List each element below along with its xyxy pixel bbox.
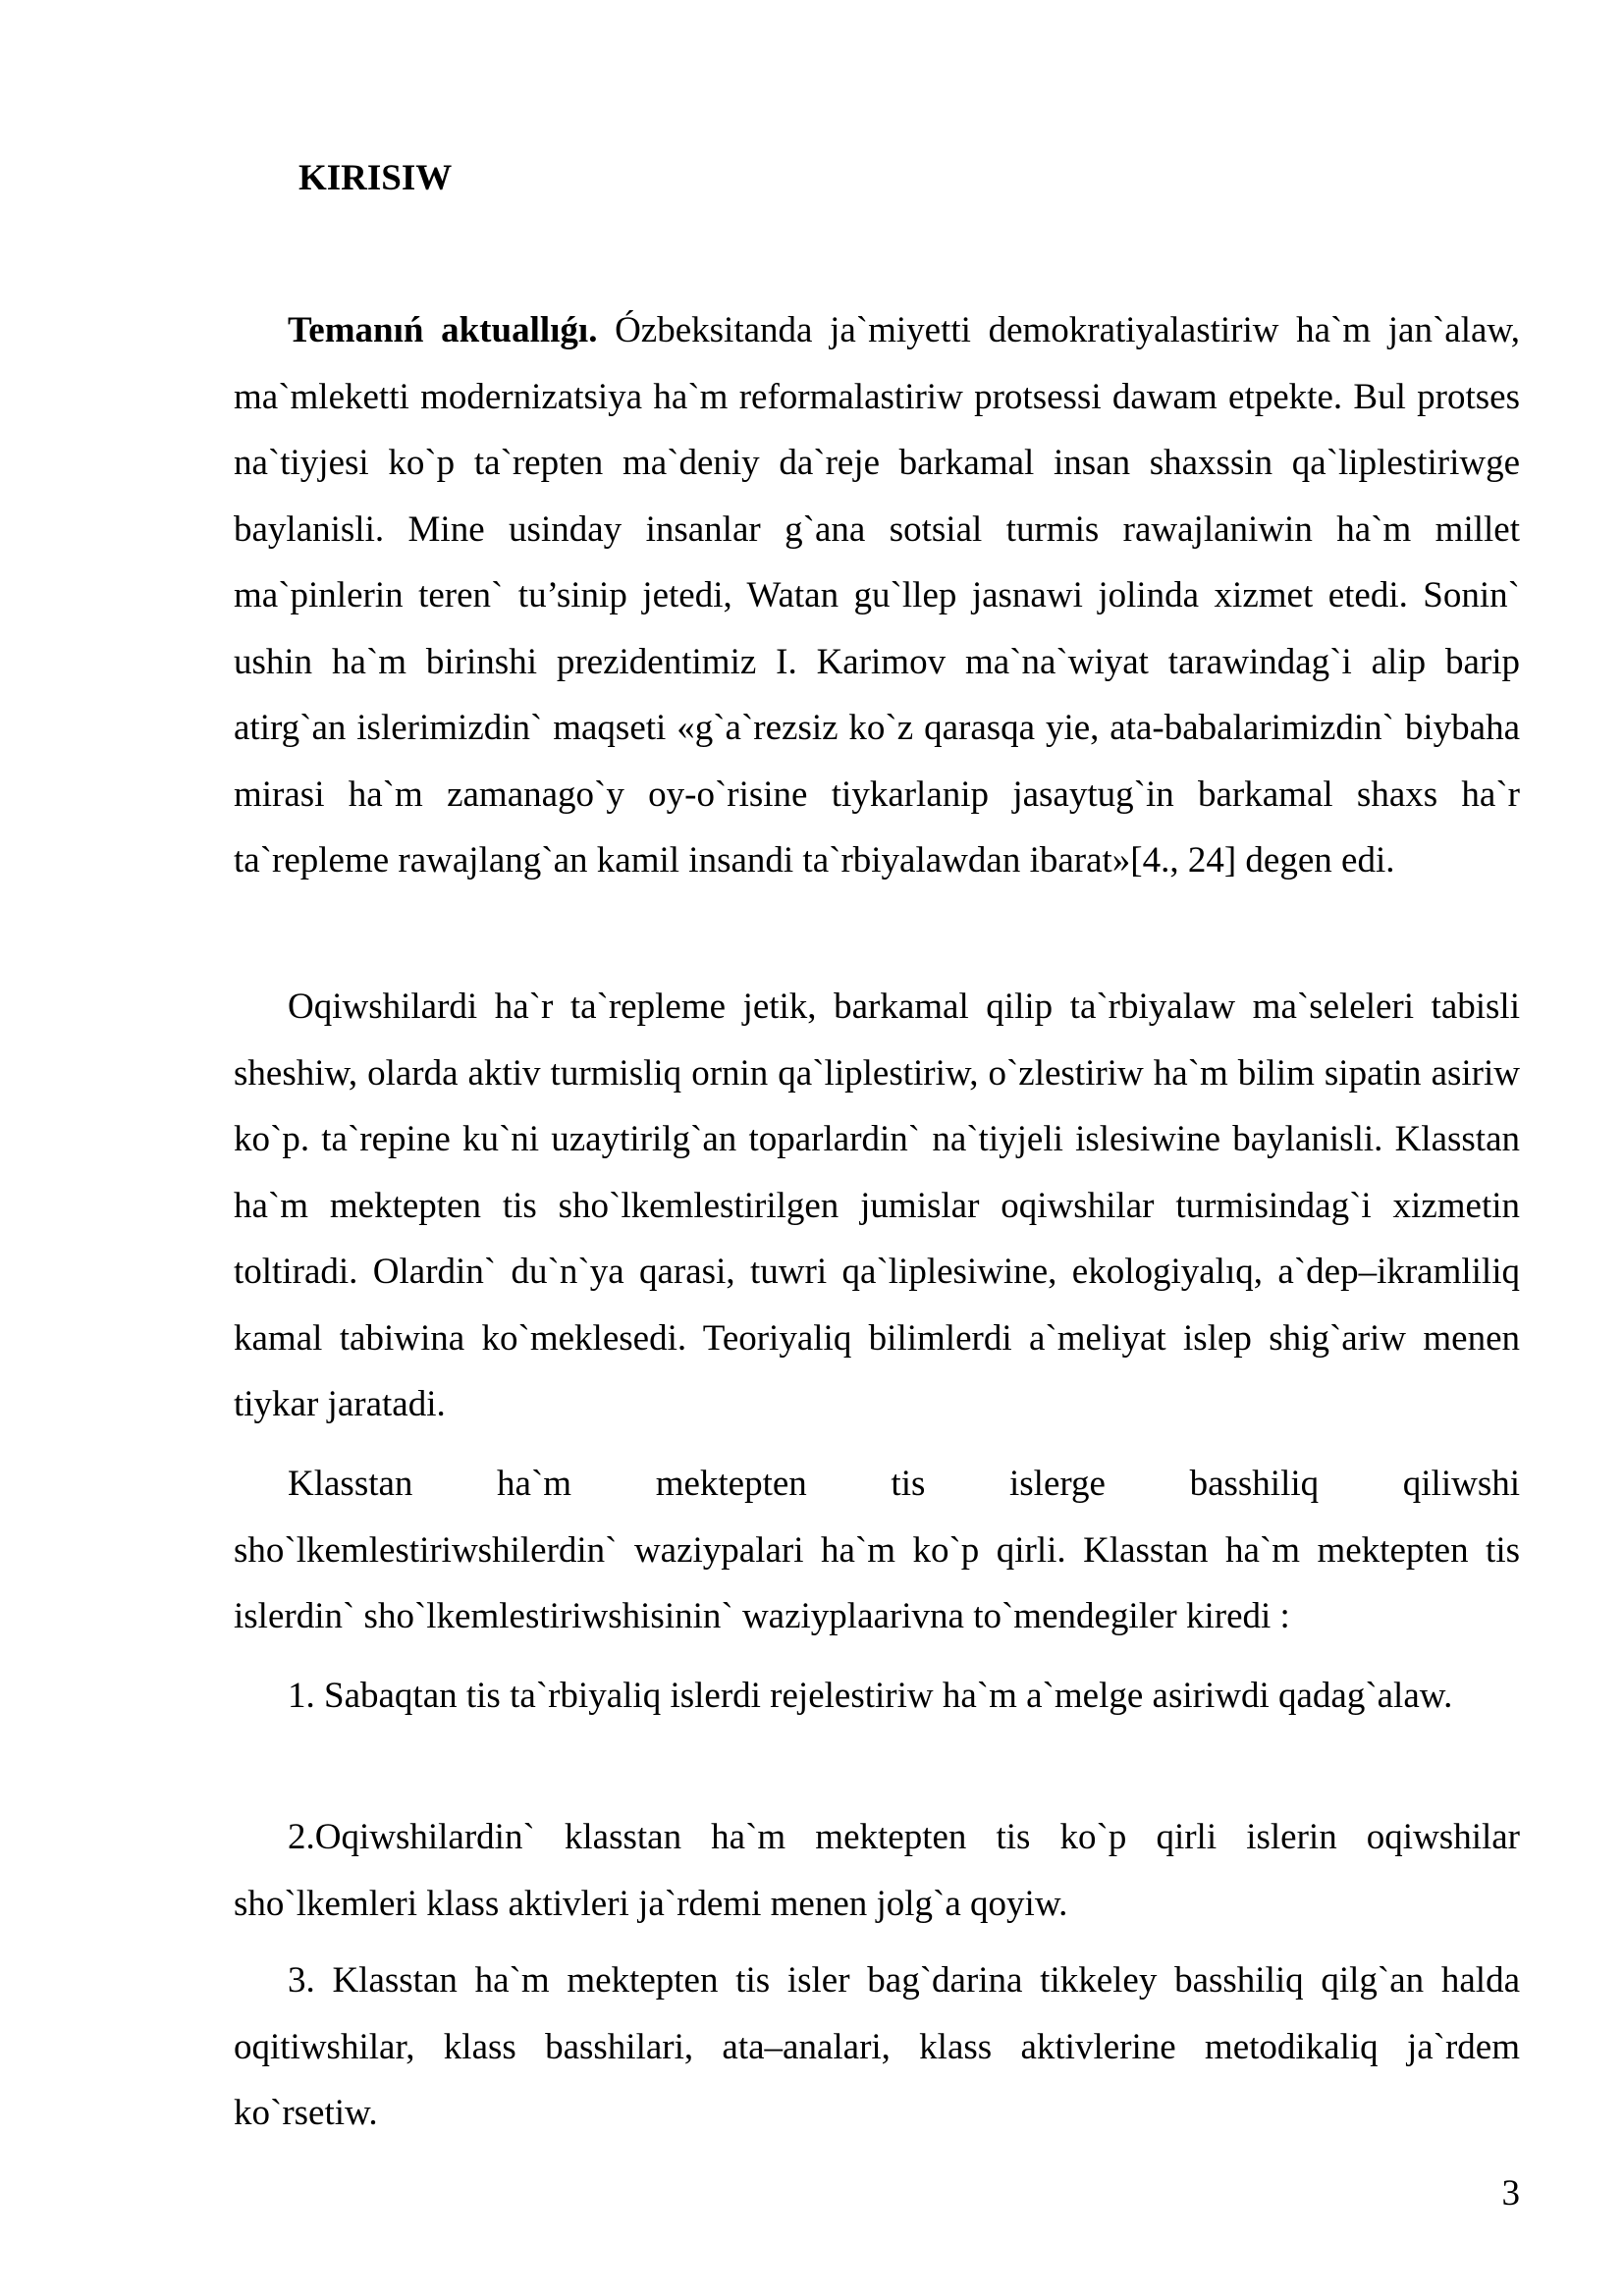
paragraph-organizer-duties [234, 1451, 1520, 1650]
page-number: 3 [1501, 2173, 1520, 2214]
paragraph-text [234, 297, 1520, 894]
paragraph-students-upbringing [234, 974, 1520, 1438]
paragraph-body: Ózbeksitanda ja`miyetti demokratiyalastiriw ha`m jan`alaw, ma`mleketti modernizatsiya ha`m reformalastiriw protsessi dawam etpekte. Bul protses na`tiyjesi ko`p ta`repten ma`deniy da`reje barkamal insan shaxssin qa`liplestiriwge baylanisli. Mine usinday insanlar g`ana sotsial turmis rawajlaniwin ha`m millet ma`pinlerin teren` tu’sinip jetedi, Watan gu`llep jasnawi jolinda xizmet etedi. Sonin` ushin ha`m birinshi prezidentimiz I. Karimov ma`na`wiyat tarawindag`i alip barip atirg`an islerimizdin` maqseti «g`a`rezsiz ko`z qarasqa yie, ata-babalarimizdin` biybaha mirasi ha`m zamanago`y oy-o`risine tiykarlanip jasaytug`in barkamal shaxs ha`r ta`repleme rawajlang`an kamil insandi ta`rbiyalawdan ibarat»[4., 24] degen edi. [234, 310, 1520, 881]
list-item-2 [234, 1804, 1520, 1937]
list-item-3 [234, 1948, 1520, 2147]
paragraph-text: Oqiwshilardi ha`r ta`repleme jetik, barkamal qilip ta`rbiyalaw ma`seleleri tabisli sheshiw, olarda aktiv turmisliq ornin qa`liplestiriw, o`zlestiriw ha`m bilim sipatin asiriw ko`p. ta`repine ku`ni uzaytirilg`an toparlardin` na`tiyjeli islesiwine baylanisli. Klasstan ha`m mektepten tis sho`lkemlestirilgen jumislar oqiwshilar turmisindag`i xizmetin toltiradi. Olardin` du`n`ya qarasi, tuwri qa`liplesiwine, ekologiyalıq, a`dep–ikramliliq kamal tabiwina ko`meklesedi. Teoriyaliq bilimlerdi a`meliyat islep shig`ariw menen tiykar jaratadi. [234, 987, 1520, 1424]
paragraph-rest: sho`lkemlestiriwshilerdin` waziypalari ha`m ko`p qirli. Klasstan ha`m mektepten tis islerdin` sho`lkemlestiriwshisinin` waziyplaarivna to`mendegiler kiredi : [234, 1529, 1520, 1636]
list-item-text: 1. Sabaqtan tis ta`rbiyaliq islerdi rejelestiriw ha`m a`melge asiriwdi qadag`alaw. [288, 1676, 1453, 1716]
section-heading: KIRISIW [298, 158, 453, 198]
paragraph-lead-bold: Temanıń aktuallıǵı. [288, 310, 598, 350]
paragraph-topic-relevance [234, 297, 1520, 894]
paragraph-text [234, 1451, 1520, 1650]
list-item-text: 2.Oqiwshilardin` klasstan ha`m mektepten tis ko`p qirli islerin oqiwshilar sho`lkemleri klass aktivleri ja`rdemi menen jolg`a qoyiw. [234, 1817, 1520, 1924]
list-item-1 [234, 1663, 1520, 1730]
paragraph-first-line: Klasstan ha`m mektepten tis islerge basshiliq qiliwshi [288, 1464, 1520, 1504]
list-item-text: 3. Klasstan ha`m mektepten tis isler bag`darina tikkeley basshiliq qilg`an halda oqitiwshilar, klass basshilari, ata–analari, klass aktivlerine metodikaliq ja`rdem ko`rsetiw. [234, 1960, 1520, 2133]
